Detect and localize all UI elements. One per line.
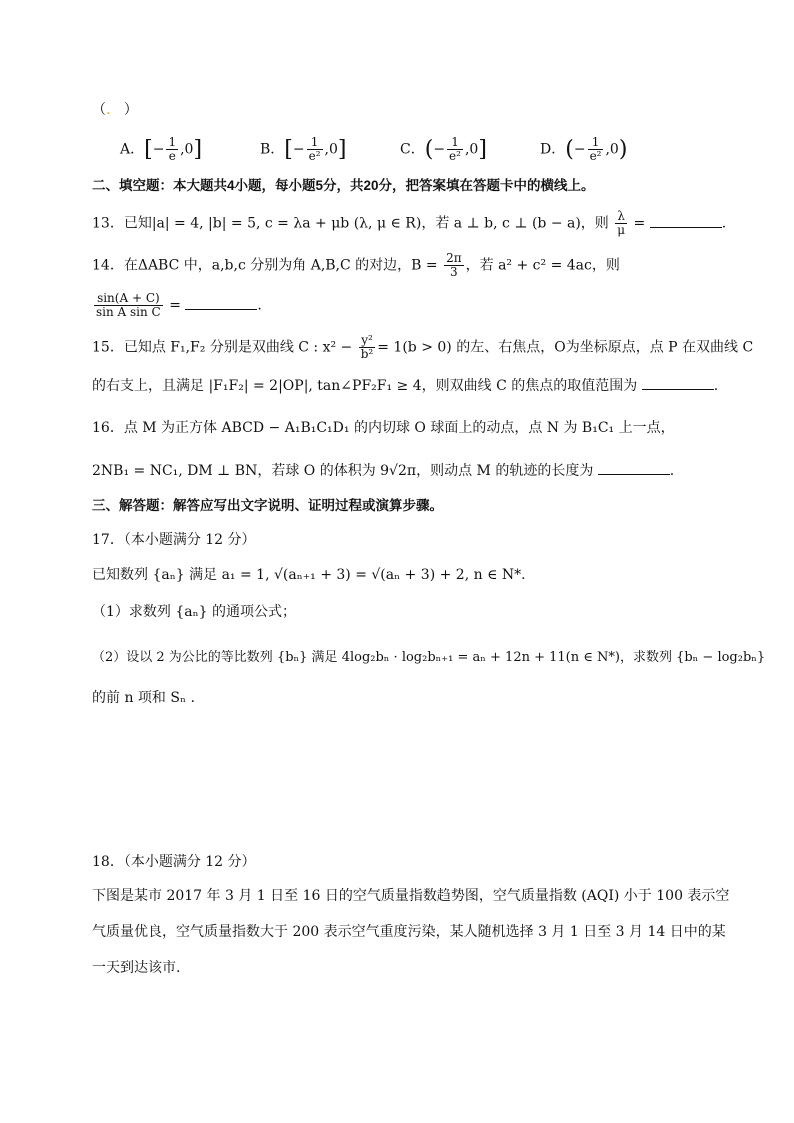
question-17-given: 已知数列 {aₙ} 满足 a₁ = 1, √(aₙ₊₁ + 3) = √(aₙ + 3) + 2, n ∈ N*. [92, 567, 526, 583]
answer-blank-16[interactable] [598, 462, 670, 475]
question-18-line2: 气质量优良，空气质量指数大于 200 表示空气重度污染，某人随机选择 3 月 1 日至 3 月 14 日中的某 [92, 924, 726, 940]
section-solution-heading: 三、解答题：解答应写出文字说明、证明过程或演算步骤。 [92, 498, 443, 513]
question-17-part2: （2）设以 2 为公比的等比数列 {bₙ} 满足 4log₂bₙ · log₂bₙ₊₁ = aₙ + 12n + 11(n ∈ N*)，求数列 {bₙ − log₂bₙ} [92, 650, 766, 665]
question-16-line1: 16．点 M 为正方体 ABCD − A₁B₁C₁D₁ 的内切球 O 球面上的动点，点 N 为 B₁C₁ 上一点， [92, 420, 675, 436]
question-14-line1: 14．在ΔABC 中，a,b,c 分别为角 A,B,C 的对边，B = $\frac{2\pi}{3}$ ，若 a² + c² = 4ac，则 [92, 251, 620, 279]
answer-blank-15[interactable] [642, 377, 714, 390]
sin-ratio: $\frac{\sin(A + C)}{\text{sin A sin C}}$ [96, 291, 161, 319]
section-fill-blank-heading: 二、填空题：本大题共4小题，每小题5分，共20分，把答案填在答题卡中的横线上。 [92, 178, 595, 193]
option-c[interactable]: C．(− $\frac{1}{\text{e²}}$ ,0] [400, 135, 487, 163]
question-17-part2b: 的前 n 项和 Sₙ . [92, 690, 195, 706]
question-17-part1: （1）求数列 {aₙ} 的通项公式； [92, 604, 297, 620]
question-16-line2: 2NB₁ = NC₁, DM ⊥ BN，若球 O 的体积为 9√2π，则动点 M 的轨迹的长度为 . [92, 463, 675, 479]
question-15-line2: 的右支上，且满足 |F₁F₂| = 2|OP|, tan∠PF₂F₁ ≥ 4，则双曲线 C 的焦点的取值范围为 . [92, 378, 719, 394]
question-17-title: 17．（本小题满分 12 分） [92, 532, 256, 548]
option-b[interactable]: B．[− $\frac{1}{\text{e²}}$ ,0] [260, 135, 347, 163]
answer-paren: （. ） [92, 102, 138, 118]
question-13: 13．已知|a| = 4, |b| = 5, c = λa + μb (λ, μ ∈ R)，若 a ⊥ b, c ⊥ (b − a)，则 $\frac{\lambda}{\mu}$ = . [92, 209, 727, 237]
lambda-over-mu: $\frac{\lambda}{\mu}$ [617, 209, 626, 237]
answer-blank-14[interactable] [185, 297, 257, 310]
question-18-line3: 一天到达该市. [92, 960, 181, 976]
question-14-line2: $\frac{\sin(A + C)}{\text{sin A sin C}}$ = . [96, 291, 262, 319]
option-a[interactable]: A．[− $\frac{1}{e}$ ,0] [120, 135, 203, 163]
option-d[interactable]: D．(− $\frac{1}{\text{e²}}$ ,0) [540, 135, 628, 163]
question-15-line1: 15．已知点 F₁,F₂ 分别是双曲线 C : x² − $\frac{\text{y²}}{\text{b²}}$ = 1(b > 0) 的左、右焦点，O为坐标原点，点 P 在双曲线 C [92, 333, 754, 361]
dot-mark: . [106, 102, 111, 118]
answer-blank-13[interactable] [650, 215, 722, 228]
question-18-title: 18．（本小题满分 12 分） [92, 854, 256, 870]
question-18-line1: 下图是某市 2017 年 3 月 1 日至 16 日的空气质量指数趋势图，空气质量指数 (AQI) 小于 100 表示空 [92, 888, 730, 904]
